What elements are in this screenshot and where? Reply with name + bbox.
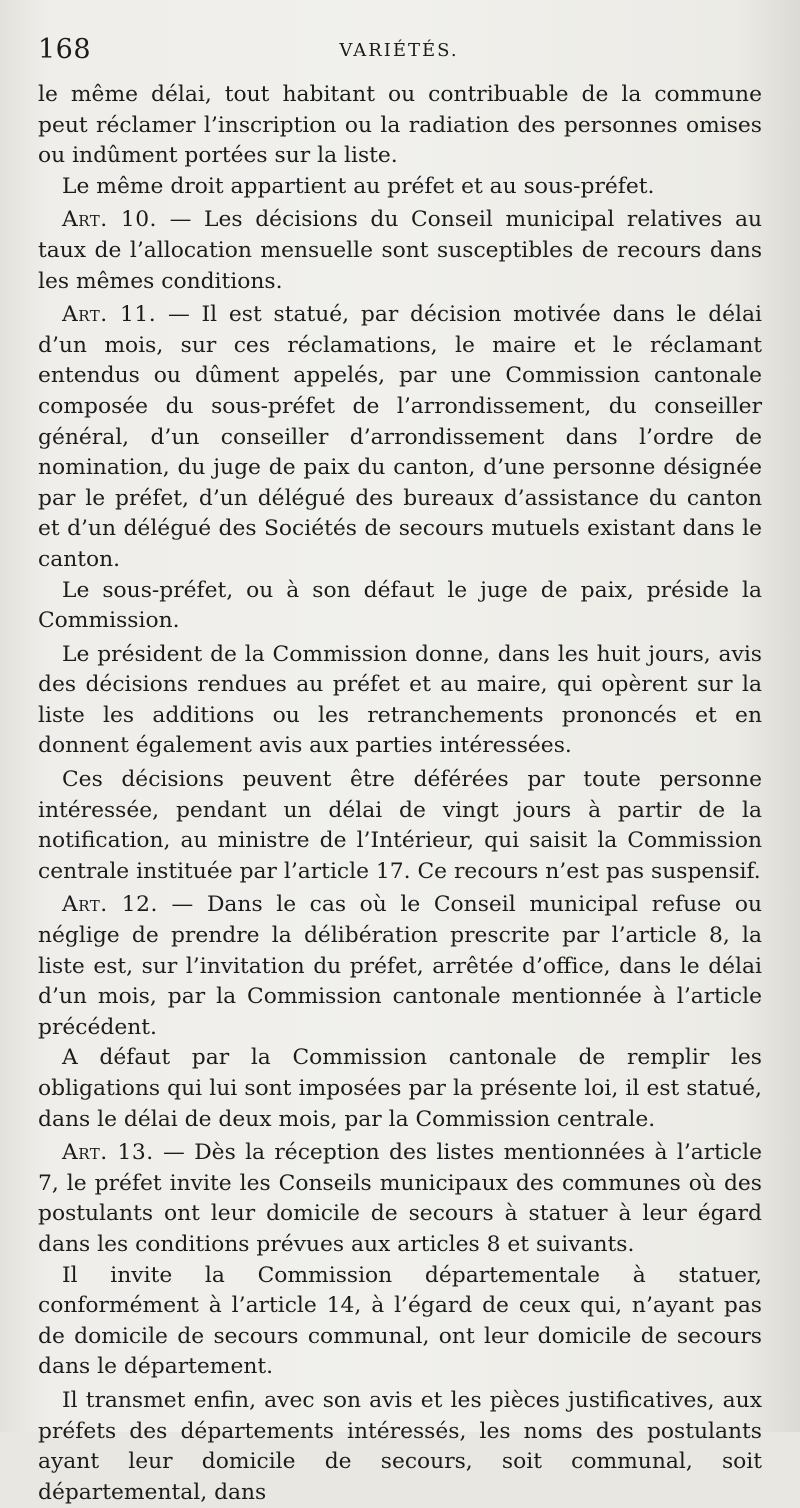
article-heading: Art. 13. [62,1140,154,1166]
article-10: Art. 10. — Les décisions du Conseil municipal relatives au taux de l’allocation mensuelle sont susceptibles de recours dans les mêmes conditions. [38,207,762,294]
article-heading: Art. 11. [62,302,157,328]
article-heading: Art. 10. [62,207,157,233]
page-number: 168 [38,34,92,65]
running-title: VARIÉTÉS. [339,40,459,61]
article-11: Art. 11. — Il est statué, par décision motivée dans le délai d’un mois, sur ces réclamations, le maire et le réclamant entendus ou dûment appelés, par une Commission cantonale composée du sous-préfet de l’arrondissement, du conseiller général, d’un conseiller d’arrondissement dans l’ordre de nomination, du juge de paix du canton, d’une personne désignée par le préfet, d’un délégué des bureaux d’assistance du canton et d’un délégué des Sociétés de secours mutuels existant dans le canton. [38,302,762,572]
body-text [38,80,762,1508]
article-heading: Art. 12. [62,892,158,918]
paragraph: Il transmet enfin, avec son avis et les pièces justificatives, aux préfets des départements intéressés, les noms des postulants ayant leur domicile de secours, soit communal, soit départemental, dans [38,1387,762,1505]
article-13: Art. 13. — Dès la réception des listes mentionnées à l’article 7, le préfet invite les Conseils municipaux des communes où des postulants ont leur domicile de secours à statuer à leur égard dans les conditions prévues aux articles 8 et suivants. [38,1140,762,1257]
paragraph: Le même droit appartient au préfet et au sous-préfet. [62,173,655,199]
paragraph: Le sous-préfet, ou à son défaut le juge de paix, préside la Commission. [38,577,762,634]
paragraph: Le président de la Commission donne, dans les huit jours, avis des décisions rendues au préfet et au maire, qui opèrent sur la liste les additions ou les retranchements prononcés et en donnent également avis aux parties intéressées. [38,641,762,759]
paragraph: Ces décisions peuvent être déférées par toute personne intéressée, pendant un délai de vingt jours à partir de la notification, au ministre de l’Intérieur, qui saisit la Commission centrale instituée par l’article 17. Ce recours n’est pas suspensif. [38,767,762,884]
paragraph: Il invite la Commission départementale à statuer, conformément à l’article 14, à l’égard de ceux qui, n’ayant pas de domicile de secours communal, ont leur domicile de secours dans le département. [38,1262,762,1380]
paragraph: le même délai, tout habitant ou contribuable de la commune peut réclamer l’inscription ou la radiation des personnes omises ou indûment portées sur la liste. [38,82,762,169]
page-header [38,34,760,70]
article-12: Art. 12. — Dans le cas où le Conseil municipal refuse ou néglige de prendre la délibération prescrite par l’article 8, la liste est, sur l’invitation du préfet, arrêtée d’office, dans le délai d’un mois, par la Commission cantonale mentionnée à l’article précédent. [38,892,762,1040]
paragraph: A défaut par la Commission cantonale de remplir les obligations qui lui sont imposées par la présente loi, il est statué, dans le délai de deux mois, par la Commission centrale. [38,1045,762,1132]
